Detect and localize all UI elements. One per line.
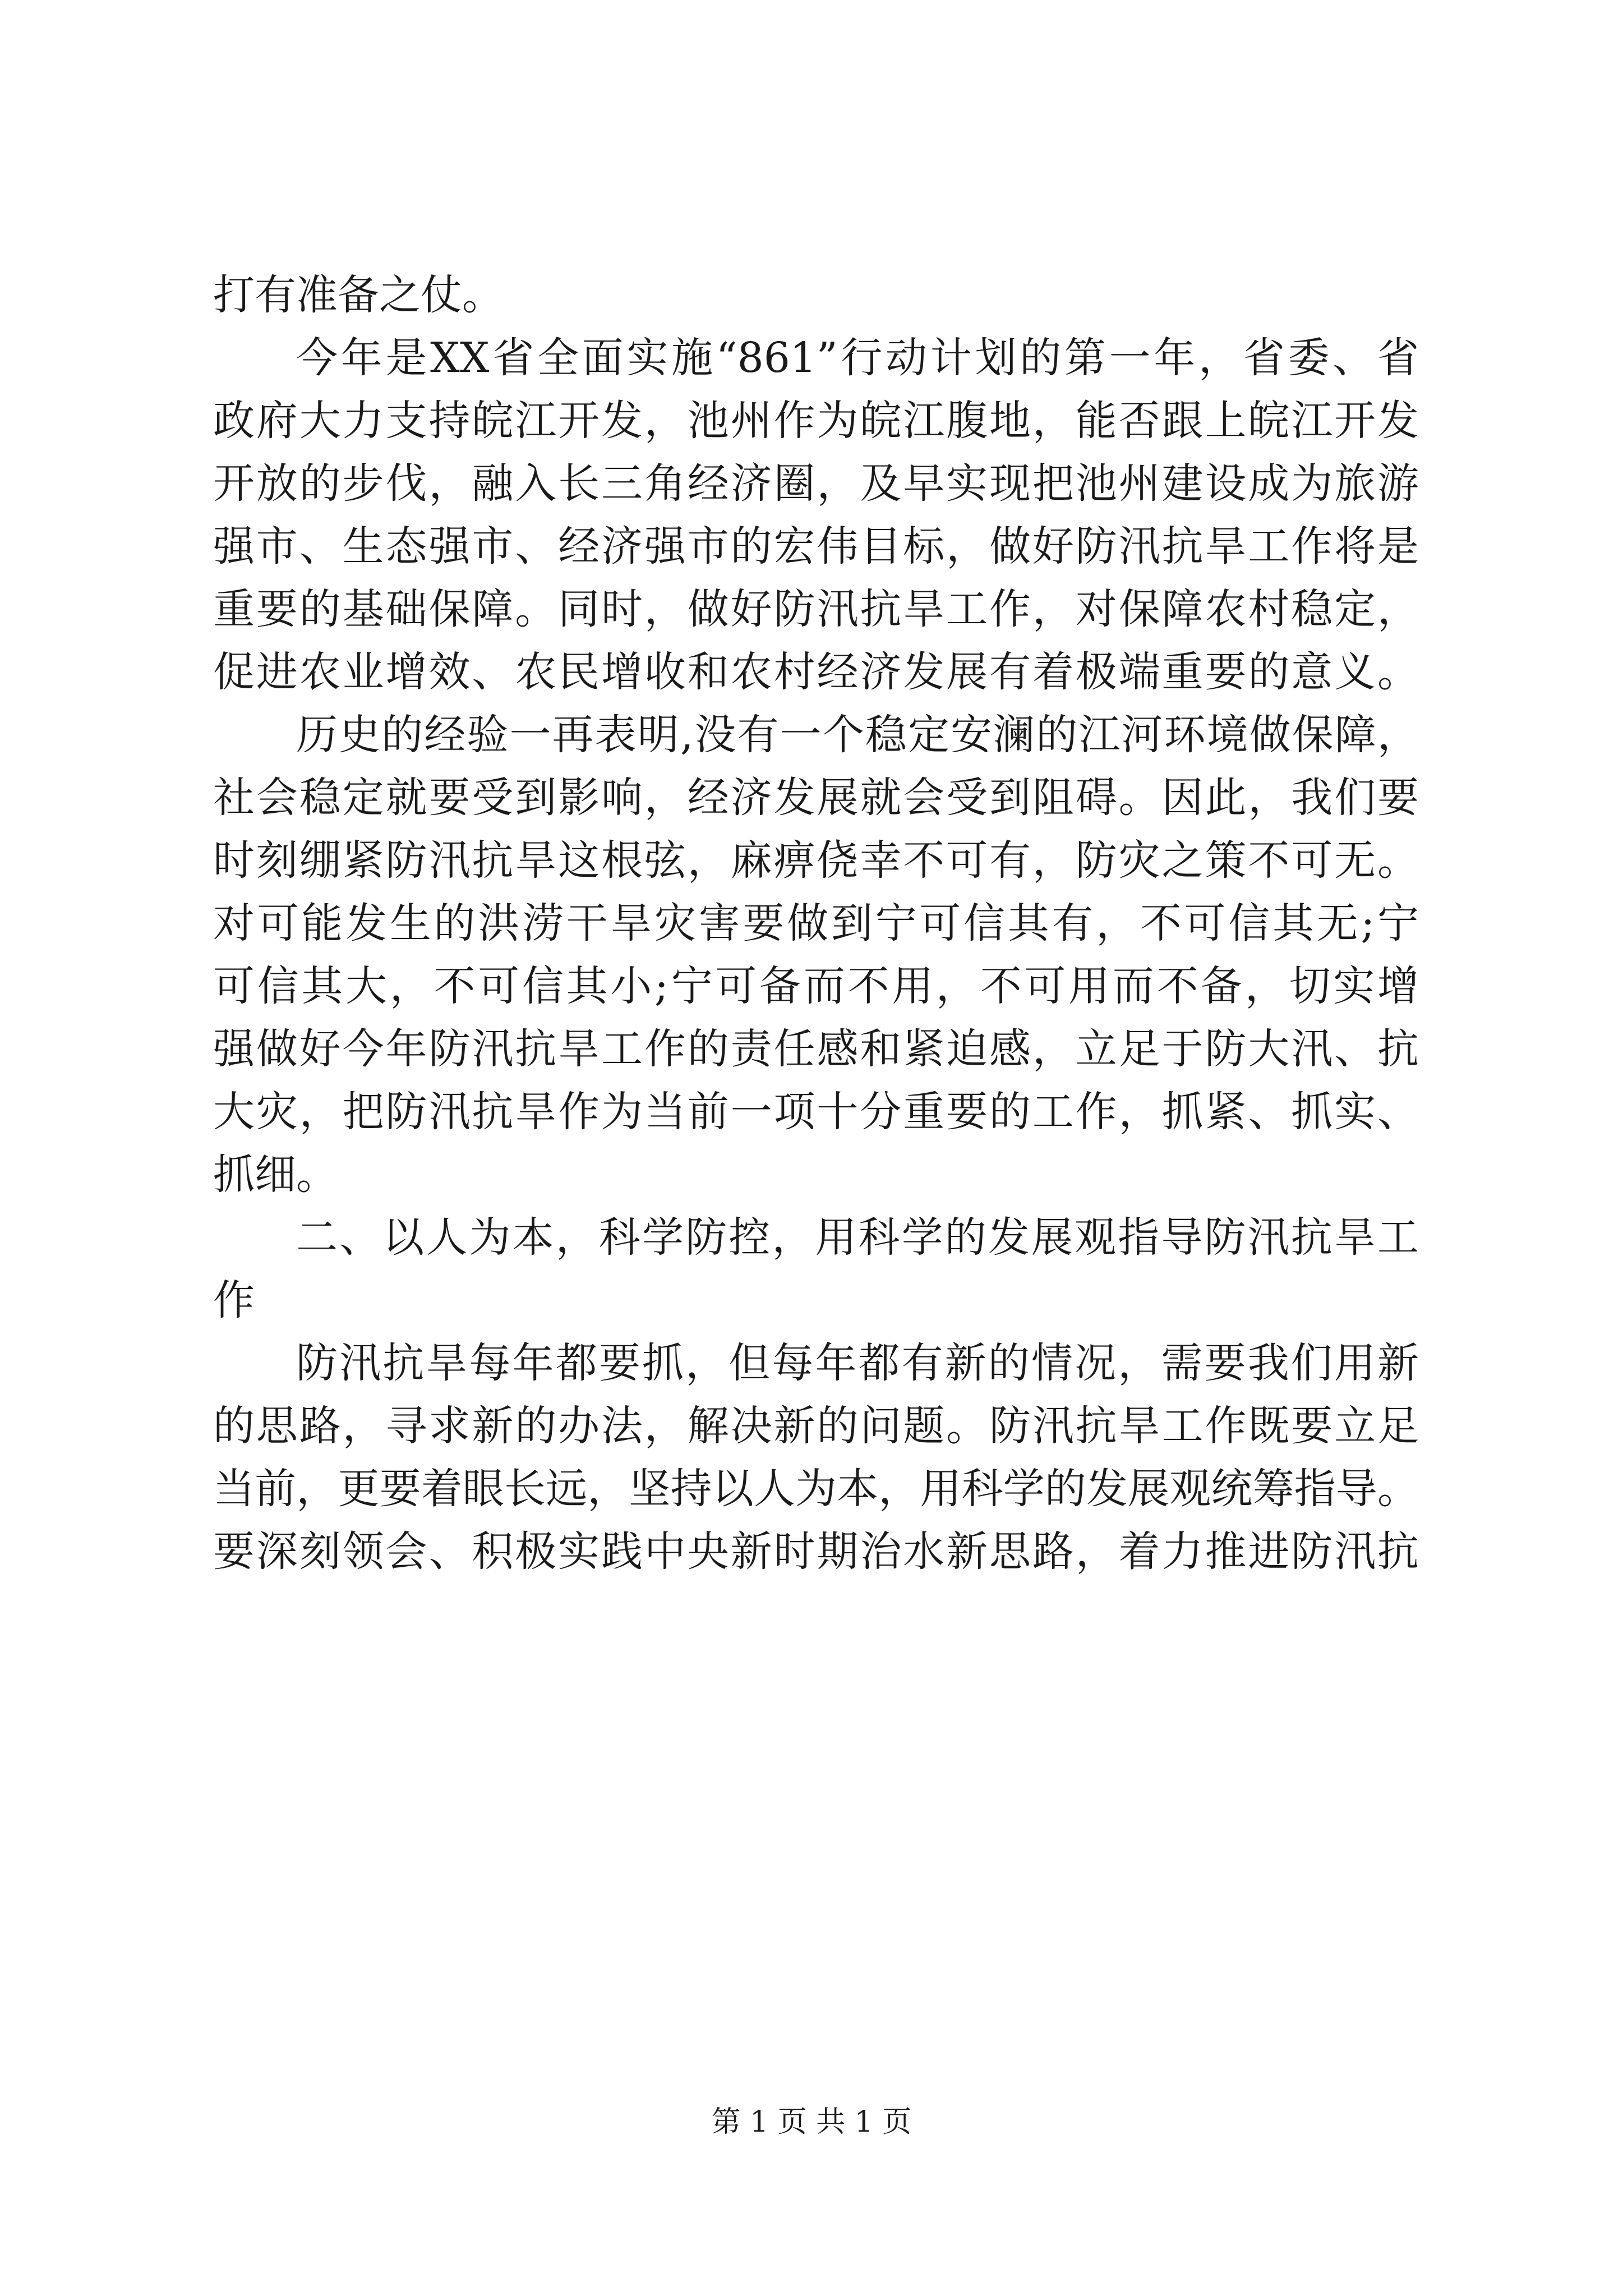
document-body [213, 264, 1419, 1583]
text-line: 时刻绷紧防汛抗旱这根弦，麻痹侥幸不可有，防灾之策不可无。 [213, 836, 1419, 885]
text-line: 重要的基础保障。同时，做好防汛抗旱工作，对保障农村稳定， [213, 585, 1419, 633]
text-line: 今年是XX省全面实施“861”行动计划的第一年，省委、省 [296, 334, 1419, 382]
text-line: 政府大力支持皖江开发，池州作为皖江腹地，能否跟上皖江开发 [213, 397, 1419, 445]
text-line: 历史的经验一再表明,没有一个稳定安澜的江河环境做保障， [296, 711, 1419, 759]
text-line: 二、以人为本，科学防控，用科学的发展观指导防汛抗旱工 [296, 1213, 1419, 1262]
text-line: 促进农业增效、农民增收和农村经济发展有着极端重要的意义。 [213, 648, 1419, 696]
text-line: 当前，更要着眼长远，坚持以人为本，用科学的发展观统筹指导。 [213, 1465, 1419, 1513]
text-line: 对可能发生的洪涝干旱灾害要做到宁可信其有，不可信其无;宁 [213, 899, 1419, 947]
text-line: 要深刻领会、积极实践中央新时期治水新思路，着力推进防汛抗 [213, 1527, 1419, 1576]
text-line: 大灾，把防汛抗旱作为当前一项十分重要的工作，抓紧、抓实、 [213, 1088, 1419, 1136]
text-line: 防汛抗旱每年都要抓，但每年都有新的情况，需要我们用新 [296, 1339, 1419, 1387]
text-line: 强做好今年防汛抗旱工作的责任感和紧迫感，立足于防大汛、抗 [213, 1025, 1419, 1073]
text-line: 作 [213, 1276, 255, 1324]
text-line: 抓细。 [213, 1151, 338, 1199]
text-line: 的思路，寻求新的办法，解决新的问题。防汛抗旱工作既要立足 [213, 1402, 1419, 1450]
text-line: 社会稳定就要受到影响，经济发展就会受到阻碍。因此，我们要 [213, 774, 1419, 822]
text-line: 打有准备之仗。 [213, 271, 504, 319]
text-line: 开放的步伐，融入长三角经济圈，及早实现把池州建设成为旅游 [213, 459, 1419, 508]
text-line: 强市、生态强市、经济强市的宏伟目标，做好防汛抗旱工作将是 [213, 522, 1419, 570]
text-line: 可信其大，不可信其小;宁可备而不用，不可用而不备，切实增 [213, 962, 1419, 1010]
page-footer: 第 1 页 共 1 页 [711, 2105, 912, 2139]
